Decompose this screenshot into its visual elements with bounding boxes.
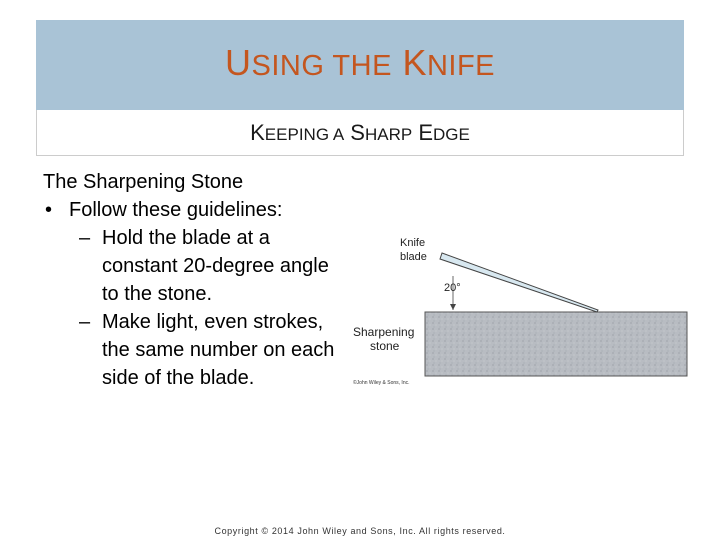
sub-item-2 [43,308,342,392]
subtitle-rest-2: HARP [364,125,413,144]
bullet-mark: • [45,199,53,221]
sub-item-1-text: Hold the blade at a constant 20-degree angle to the stone. [102,227,329,305]
sub-item-2-text: Make light, even strokes, the same number on each side of the blade. [102,311,335,389]
subtitle-initial-1: K [250,120,265,145]
subtitle-initial-2: S [350,120,365,145]
angle-label: 20° [444,282,461,294]
stone-label-2: stone [370,339,400,353]
title-initial-1: U [224,42,252,83]
subtitle-rest-1: EEPING A [264,125,345,144]
title-rest-1: SING THE [251,50,392,82]
stone-label-1: Sharpening [353,325,415,339]
angle-arrow-icon [450,304,456,310]
section-heading: The Sharpening Stone [43,171,244,193]
bullet-item [43,196,343,224]
blade-label-2: blade [400,251,427,263]
subtitle-initial-3: E [418,120,434,145]
title-initial-2: K [402,42,427,83]
copyright-footer: Copyright © 2014 John Wiley and Sons, Inc. All rights reserved. [214,526,506,536]
sub-item-1-mark: – [79,227,91,249]
blade-label-1: Knife [400,237,426,249]
subtitle-box [36,110,684,156]
sub-item-2-mark: – [79,311,91,333]
sharpening-figure [348,232,698,392]
sharpening-stone [425,312,687,376]
sub-item-1 [43,224,342,308]
subtitle-rest-3: DGE [433,125,470,144]
slide-title [36,42,684,84]
title-rest-2: NIFE [426,50,496,82]
bullet-text: Follow these guidelines: [69,199,283,221]
title-band [36,20,684,110]
figure-credit: ©John Wiley & Sons, Inc. [353,380,410,386]
slide-subtitle [37,120,683,146]
body-text [43,168,343,392]
knife-blade [440,253,598,312]
